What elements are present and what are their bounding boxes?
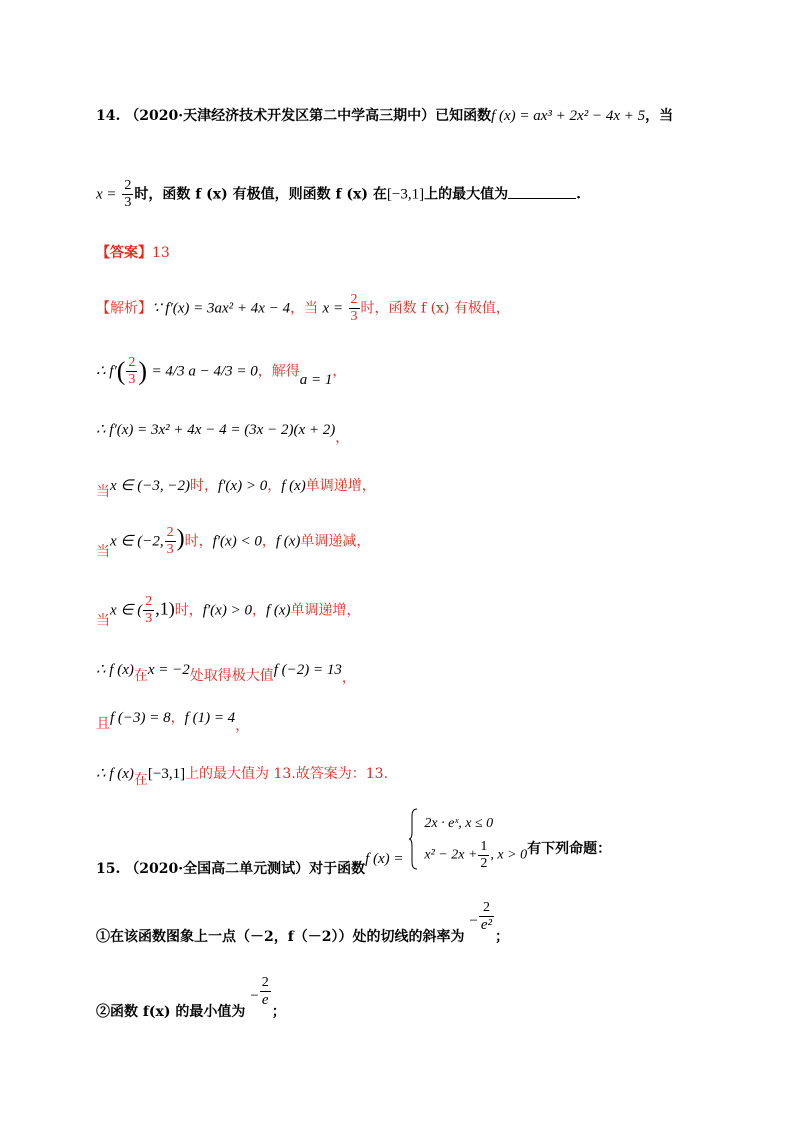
q14-function: f (x) = ax³ + 2x² − 4x + 5 [491,108,646,124]
item1-line: ①在该函数图象上一点（－2，f（－2））处的切线的斜率为 − $\frac{2}{\text{e²}}$ ； [96,900,510,945]
q15-tail: 有下列命题： [527,841,612,857]
q14-number: 14. [96,108,121,124]
item1-slope: $\frac{2}{\text{e²}}$ [480,900,493,933]
analysis-l1-tail: 时，函数 f (x) 有极值， [360,300,510,317]
analysis-l4-derivative: f′(x) > 0 [217,478,268,494]
analysis-line7: ∴ f (x)在x = −2处取得极大值f (−2) = 13， [96,662,356,686]
analysis-l5-derivative: f′(x) < 0 [212,533,262,550]
q14-line1 [96,106,673,126]
answer-blank [508,186,576,199]
analysis-l4-f: f (x) [281,478,306,494]
q14-source: （2020·天津经济技术开发区第二中学高三期中）已知函数 [125,108,492,124]
answer-label: 【答案】 [96,245,152,261]
analysis-l4-set: x ∈ (−3, −2) [110,478,190,494]
analysis-l5-text: 时， [184,533,213,550]
item2-line: ②函数 f(x) 的最小值为 − $\frac{2}{e}$ ； [96,975,286,1020]
analysis-l2-pre: ∴ f′ [96,363,117,380]
analysis-label: 【解析】 [96,300,152,317]
q15-source: （2020·全国高二单元测试）对于函数 [125,861,366,877]
q14-x-eq: x = [96,186,117,203]
analysis-l6-text: 时， [174,602,203,619]
item2-text: ②函数 f(x) 的最小值为 [96,1003,246,1020]
q15-case2: x² − 2x + $\frac{1}{2}$ , x > 0 [424,839,528,871]
item2-min: $\frac{2}{e}$ [261,975,269,1008]
analysis-l2-text: ，解得 [257,363,300,380]
q15-number: 15. [96,861,121,877]
analysis-l9-interval: [−3,1] [147,766,186,782]
analysis-line4 [96,476,376,500]
q14-line2-tail: 上的最大值为 [424,186,509,203]
analysis-l1-x: x = [322,300,344,317]
q14-end: . [576,186,581,203]
analysis-line1 [96,292,510,325]
analysis-l4-comma: ， [267,478,282,494]
analysis-line5: 当x ∈ (−2, $\frac{2}{3}$ )时，f′(x) < 0，f (x)单调递减， [96,525,371,560]
analysis-l2-math: = 4/3 a − 4/3 = 0 [151,363,258,380]
analysis-l7-pre: ∴ f (x) [96,662,134,678]
analysis-l5-pre: 当 [96,543,110,560]
q15-fx: f (x) = [365,851,404,867]
analysis-line6: 当x ∈ ( $\frac{2}{3}$ ,1)时，f′(x) > 0，f (x)单调递增， [96,594,361,629]
q15-line [96,808,612,877]
analysis-l4-tail: 单调递增， [305,478,376,494]
analysis-factored: ∴ f′(x) = 3x² + 4x − 4 = (3x − 2)(x + 2) [96,422,336,438]
analysis-l7-x: x = −2 [147,662,190,678]
analysis-l9-tail: 上的最大值为 13.故答案为：13. [185,766,389,782]
analysis-l4-pre: 当 [96,484,110,500]
analysis-l9-pre: ∴ f (x) [96,766,134,782]
q15-case1: 2x · eˣ, x ≤ 0 [424,816,494,831]
analysis-l7-text: 处取得极大值 [189,668,274,684]
analysis-l6-pre: 当 [96,612,110,629]
analysis-l3-end: ， [335,430,350,446]
analysis-line3 [96,420,350,446]
analysis-l8-a: f (−3) = 8 [110,710,171,726]
analysis-line2: ∴ f′( $\frac{2}{3}$ ) = 4/3 a − 4/3 = 0，解得a = 1， [96,355,347,388]
analysis-l2-a: a = 1 [299,371,333,388]
analysis-line8: 且f (−3) = 8，f (1) = 4， [96,710,250,734]
q14-frac-den: 3 [124,195,132,210]
q14-frac-num: 2 [124,178,132,193]
answer-line [96,243,170,263]
analysis-l1-text: ，当 [290,300,319,317]
analysis-l8-b: f (1) = 4 [184,710,236,726]
q14-line2-text: 时，函数 f (x) 有极值，则函数 f (x) 在 [134,186,387,203]
analysis-l5-tail: 单调递减， [300,533,371,550]
q15-piecewise [408,808,527,870]
left-brace [408,808,418,870]
analysis-l6-set: x ∈ ( [110,602,143,619]
q14-line2 [96,178,581,211]
analysis-derivative: ∵ f′(x) = 3ax² + 4x − 4 [152,300,291,317]
analysis-line9: ∴ f (x)在[−3,1]上的最大值为 13.故答案为：13. [96,766,389,788]
analysis-l6-derivative: f′(x) > 0 [202,602,252,619]
analysis-l6-tail: 单调递增， [290,602,361,619]
item1-text: ①在该函数图象上一点（－2，f（－2））处的切线的斜率为 [96,928,465,945]
analysis-l5-set: x ∈ (−2, [110,533,164,550]
analysis-l1-fraction: $\frac{2}{3}$ [350,292,358,324]
analysis-l4-text: 时， [189,478,218,494]
answer-value: 13 [152,245,170,261]
q14-tail: ，当 [645,108,674,124]
q14-fraction [122,178,133,211]
analysis-l2-end: ， [332,363,347,380]
q14-interval: [−3,1] [386,186,425,203]
analysis-l7-value: f (−2) = 13 [273,662,342,678]
